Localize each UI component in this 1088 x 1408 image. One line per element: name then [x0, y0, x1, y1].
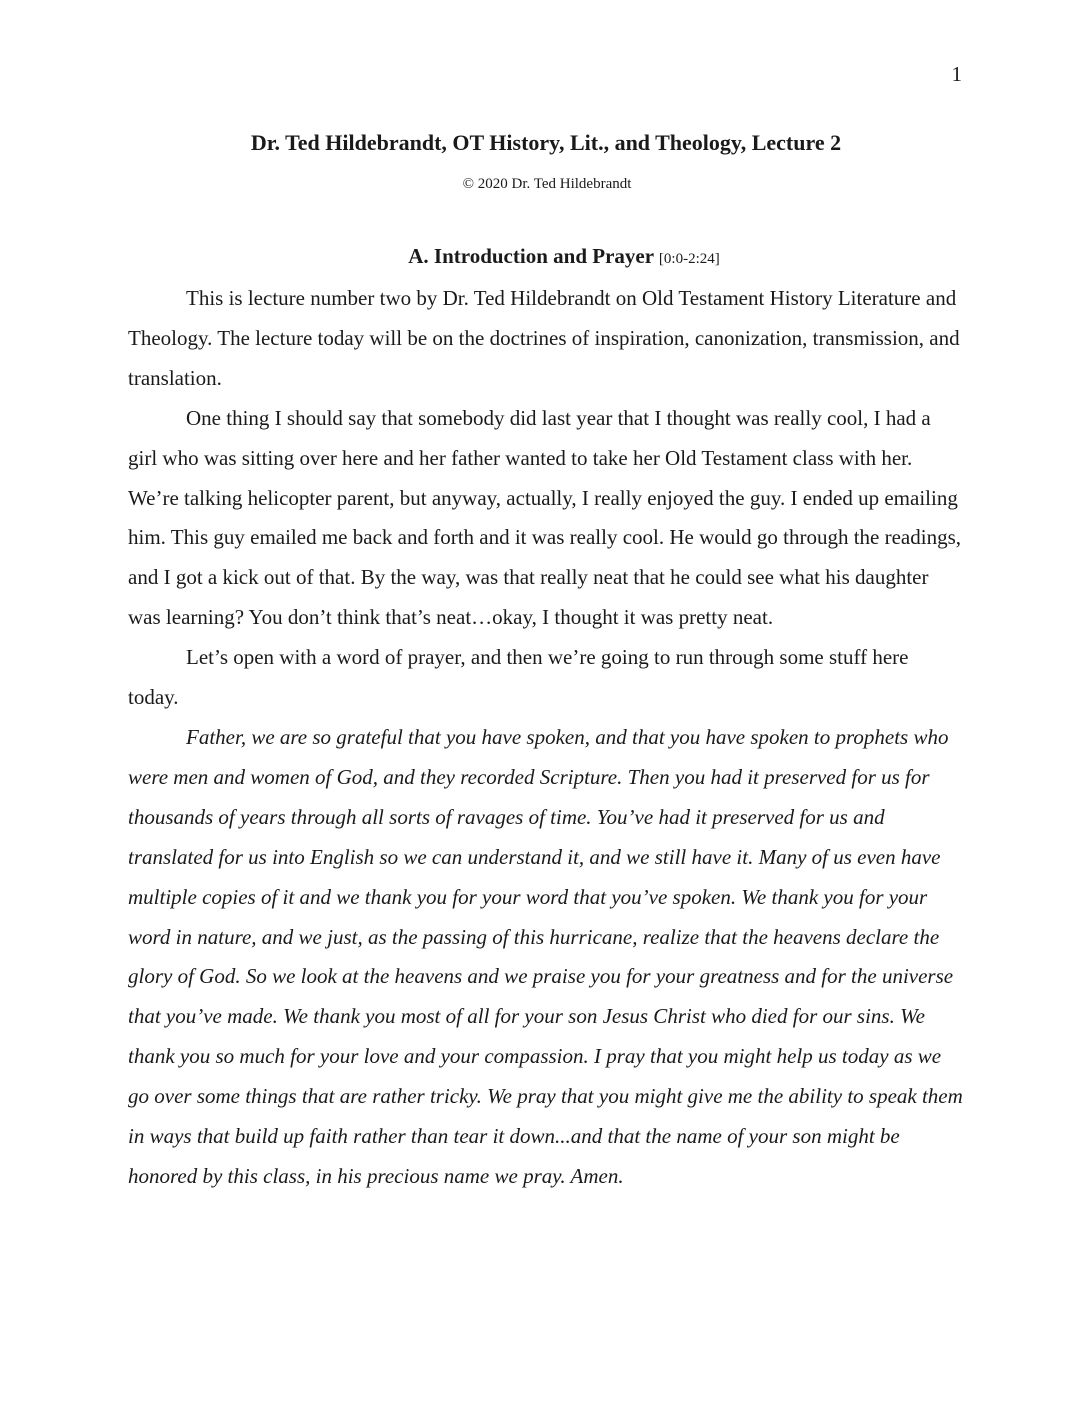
paragraph-anecdote: One thing I should say that somebody did last year that I thought was really cool, I had a girl who was sitting over here and her father wanted to take her Old Testament class with her. We’re talking helicopter parent, but anyway, actually, I really enjoyed the guy. I ended up emailing him. This guy emailed me back and forth and it was really cool. He would go through the readings, and I got a kick out of that. By the way, was that really neat that he could see what his daughter was learning? You don’t think that’s neat…okay, I thought it was pretty neat.: [128, 405, 961, 630]
paragraph-prayer-intro: Let’s open with a word of prayer, and then we’re going to run through some stuff here today.: [128, 645, 909, 710]
section-heading: [0, 244, 1088, 269]
lecture-body: [128, 279, 963, 1197]
section-timestamp: [0:0-2:24]: [658, 251, 720, 267]
document-title: Dr. Ted Hildebrandt, OT History, Lit., and Theology, Lecture 2: [250, 130, 842, 155]
paragraph-prayer: Father, we are so grateful that you have spoken, and that you have spoken to prophets who were men and women of God, and they recorded Scripture. Then you had it preserved for us for thousands of years through all sorts of ravages of time. You’ve had it preserved for us and translated for us into English so we can understand it, and we still have it. Many of us even have multiple copies of it and we thank you for your word that you’ve spoken. We thank you for your word in nature, and we just, as the passing of this hurricane, realize that the heavens declare the glory of God. So we look at the heavens and we praise you for your greatness and for the universe that you’ve made. We thank you most of all for your son Jesus Christ who died for our sins. We thank you so much for your love and your compassion. I pray that you might help us today as we go over some things that are rather tricky. We pray that you might give me the ability to speak them in ways that build up faith rather than tear it down...and that the name of your son might be honored by this class, in his precious name we pray. Amen.: [128, 724, 963, 1188]
section-heading-text: A. Introduction and Prayer: [408, 244, 654, 268]
copyright-notice: © 2020 Dr. Ted Hildebrandt: [462, 176, 632, 192]
paragraph-intro: This is lecture number two by Dr. Ted Hildebrandt on Old Testament History Literature and Theology. The lecture today will be on the doctrines of inspiration, canonization, transmission, and translation.: [128, 286, 960, 390]
page-number: 1: [951, 62, 962, 86]
